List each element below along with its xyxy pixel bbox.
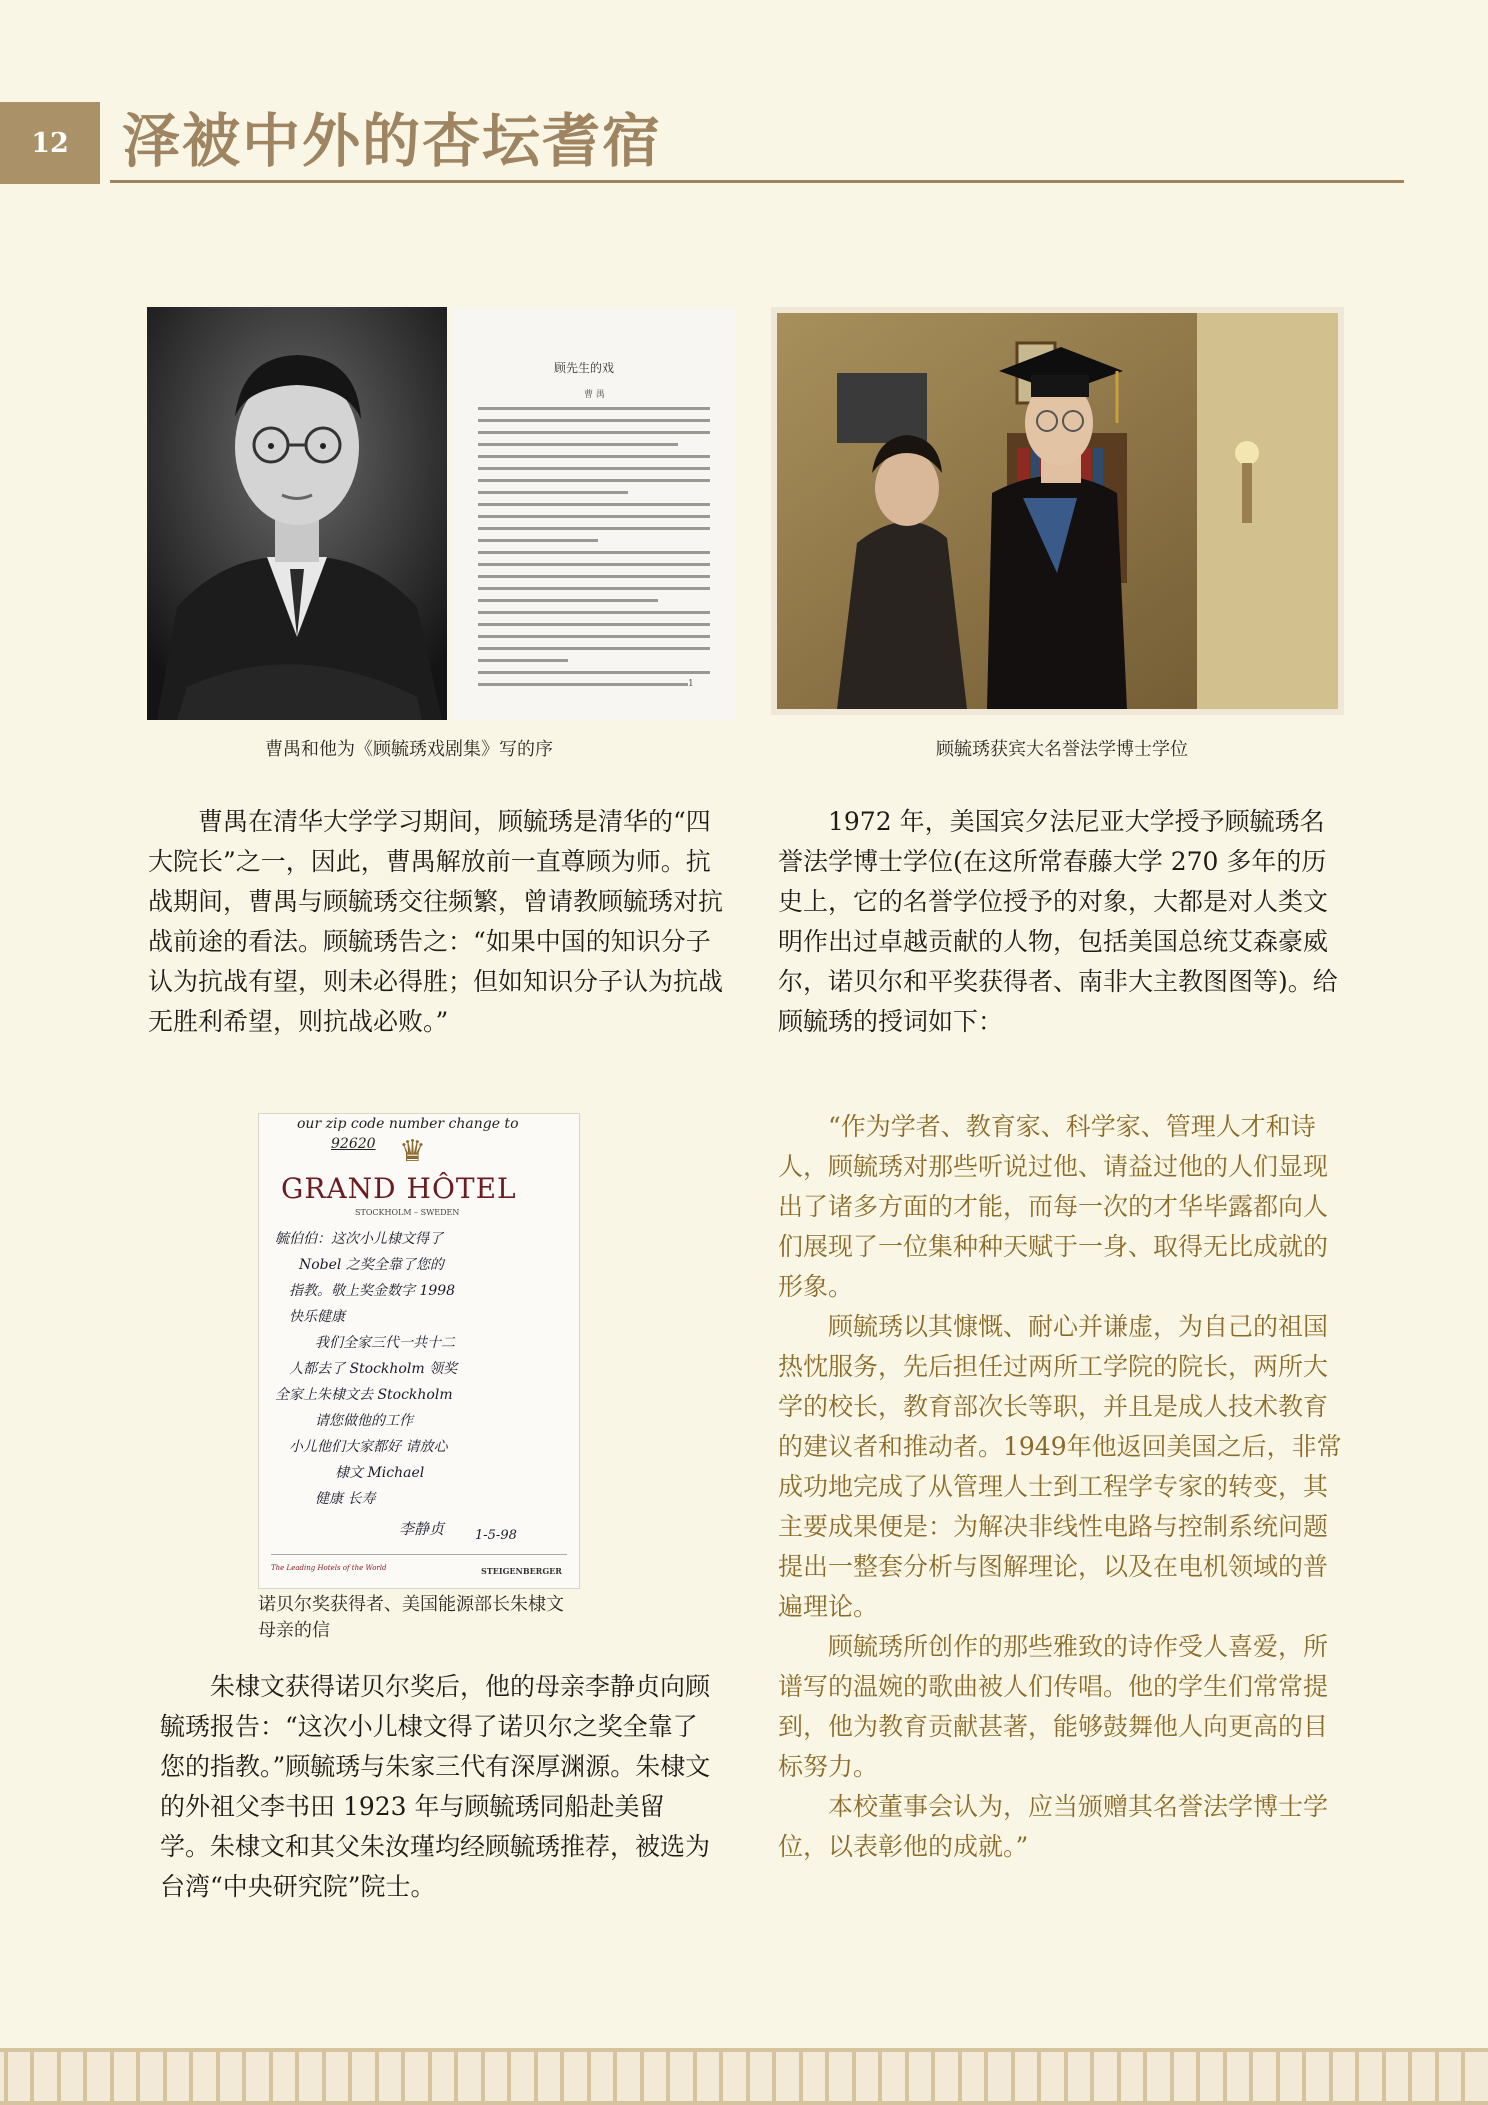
letter-line: 健康 长寿: [315, 1491, 376, 1507]
quote-paragraph-2: 顾毓琇以其慷慨、耐心并谦虚，为自己的祖国热忱服务，先后担任过两所工学院的院长，两所大学的校长，教育部次长等职，并且是成人技术教育的建议者和推动者。1949年他返回美国之后，非常成功地完成了从管理人士到工程学专家的转变，其主要成果便是：为解决非线性电路与控制系统问题提出一整套分析与图解理论，以及在电机领域的普遍理论。: [778, 1312, 1342, 1621]
left-paragraph-1-text: 曹禺在清华大学学习期间，顾毓琇是清华的“四大院长”之一，因此，曹禺解放前一直尊顾为师。抗战期间，曹禺与顾毓琇交往频繁，曾请教顾毓琇对抗战前途的看法。顾毓琇告之：“如果中国的知识分子认为抗战有望，则未必得胜；但如知识分子认为抗战无胜利希望，则抗战必败。”: [148, 807, 724, 1036]
doctorate-photo: [771, 307, 1344, 715]
preface-page-number: 1: [688, 679, 694, 689]
letter-line: 请您做他的工作: [315, 1413, 413, 1429]
doctorate-illustration: [777, 313, 1338, 709]
letter-image: [258, 1113, 580, 1589]
letter-line: 快乐健康: [289, 1309, 345, 1325]
figure3-caption: [258, 1592, 564, 1644]
letter-line: 毓伯伯：这次小儿棣文得了: [275, 1231, 443, 1247]
preface-page: [454, 307, 736, 720]
right-paragraph-1: [778, 802, 1344, 1042]
letter-line: 棣文 Michael: [335, 1465, 425, 1481]
right-paragraph-1-text: 1972 年，美国宾夕法尼亚大学授予顾毓琇名誉法学博士学位(在这所常春藤大学 270 多年的历史上，它的名誉学位授予的对象，大都是对人类文明作出过卓越贡献的人物，包括美国总统艾森豪威尔，诺贝尔和平奖获得者、南非大主教图图等)。给顾毓琇的授词如下：: [778, 807, 1338, 1036]
letter-hotel-name: GRAND HÔTEL: [281, 1172, 517, 1205]
letter-top-note: our zip code number change to: [297, 1116, 519, 1132]
figure3-caption-line2: 母亲的信: [258, 1620, 330, 1641]
figure1-caption: 曹禺和他为《顾毓琇戏剧集》写的序: [265, 739, 553, 760]
quote-paragraph-3: 顾毓琇所创作的那些雅致的诗作受人喜爱，所谱写的温婉的歌曲被人们传唱。他的学生们常常提到，他为教育贡献甚著，能够鼓舞他人向更高的目标努力。: [778, 1632, 1329, 1781]
letter-line: 小儿他们大家都好 请放心: [289, 1439, 448, 1455]
preface-author: 曹 禺: [584, 390, 605, 400]
page-title: 泽被中外的杏坛耆宿: [122, 107, 663, 175]
preface-text-lines: [454, 307, 736, 720]
letter-line: 我们全家三代一共十二: [315, 1335, 455, 1351]
letter-zip: 92620: [331, 1136, 376, 1152]
letter-signature: 李静贞: [399, 1520, 445, 1538]
figure2-caption: 顾毓琇获宾大名誉法学博士学位: [936, 739, 1188, 760]
letter-line: 全家上朱棣文去 Stockholm: [275, 1387, 453, 1403]
footer-border-bottom: [0, 2101, 1488, 2105]
letter-date: 1-5-98: [475, 1528, 517, 1543]
portrait-photo: [147, 307, 447, 720]
left-paragraph-2: [160, 1667, 712, 1907]
left-paragraph-2-text: 朱棣文获得诺贝尔奖后，他的母亲李静贞向顾毓琇报告：“这次小儿棣文得了诺贝尔之奖全靠了您的指教。”顾毓琇与朱家三代有深厚渊源。朱棣文的外祖父李书田 1923 年与顾毓琇同船赴美留学。朱棣文和其父朱汝瑾均经顾毓琇推荐，被选为台湾“中央研究院”院士。: [160, 1672, 711, 1901]
title-rule: [110, 180, 1404, 183]
quote-paragraph-4: 本校董事会认为，应当颁赠其名誉法学博士学位，以表彰他的成就。”: [778, 1792, 1329, 1861]
left-paragraph-1: [148, 802, 732, 1042]
crown-icon: ♛: [399, 1134, 426, 1169]
letter-hotel-city: STOCKHOLM – SWEDEN: [355, 1208, 460, 1217]
figure3-caption-line1: 诺贝尔奖获得者、美国能源部长朱棣文: [258, 1594, 564, 1615]
letter-footer-brand: STEIGENBERGER: [481, 1566, 562, 1576]
letter-line: 指教。敬上奖金数字 1998: [289, 1283, 456, 1299]
letter-footer-note: The Leading Hotels of the World: [271, 1564, 387, 1572]
letter-line: 人都去了 Stockholm 领奖: [289, 1361, 458, 1377]
citation-quote: [778, 1107, 1344, 1867]
letter-body: [275, 1226, 575, 1512]
portrait-illustration: [147, 307, 447, 720]
quote-paragraph-1: “作为学者、教育家、科学家、管理人才和诗人，顾毓琇对那些听说过他、请益过他的人们显现出了诸多方面的才能，而每一次的才华毕露都向人们展现了一位集种种天赋于一身、取得无比成就的形象。: [778, 1112, 1329, 1301]
footer-meander-pattern: [0, 2052, 1488, 2105]
letter-line: Nobel 之奖全靠了您的: [299, 1257, 444, 1273]
letter-footer-rule: [271, 1554, 567, 1555]
preface-title: 顾先生的戏: [554, 361, 615, 375]
page-number: 12: [0, 102, 100, 184]
